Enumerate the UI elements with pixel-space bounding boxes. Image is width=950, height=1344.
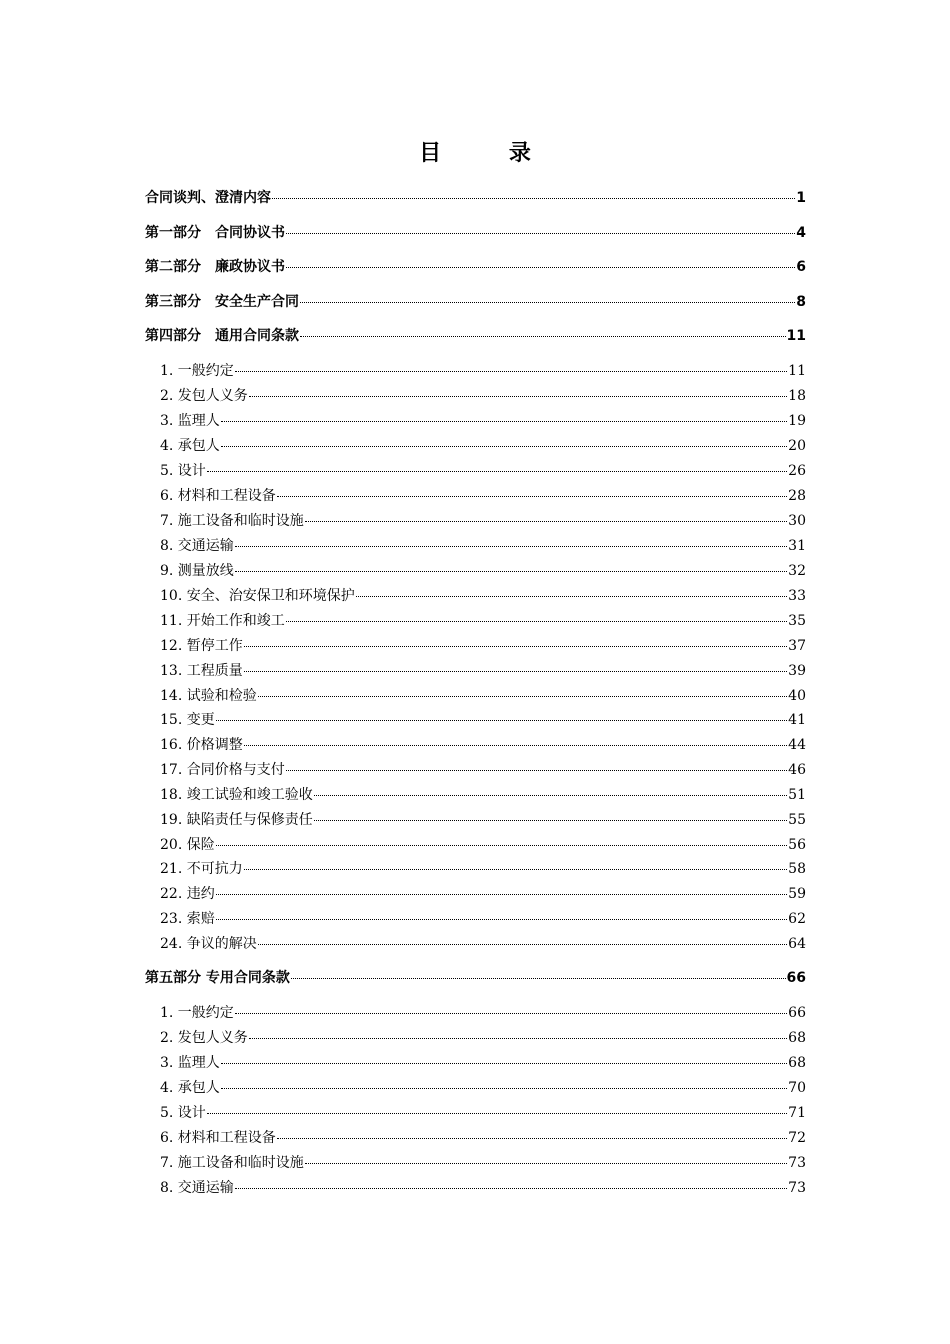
dot-leader bbox=[216, 719, 787, 721]
toc-section-entry[interactable] bbox=[160, 933, 806, 953]
dot-leader bbox=[314, 819, 787, 821]
toc-entry-label: 14. 试验和检验 bbox=[160, 688, 257, 704]
toc-entry-page-number: 55 bbox=[788, 812, 806, 828]
toc-entry-label: 7. 施工设备和临时设施 bbox=[160, 513, 304, 529]
toc-section-entry[interactable] bbox=[160, 1152, 806, 1172]
toc-part-entry[interactable] bbox=[145, 222, 806, 242]
toc-entry-page-number: 8 bbox=[796, 294, 806, 310]
dot-leader bbox=[235, 370, 787, 372]
dot-leader bbox=[286, 266, 795, 268]
toc-part-entry[interactable] bbox=[145, 187, 806, 207]
dot-leader bbox=[258, 943, 787, 945]
toc-entry-label: 1. 一般约定 bbox=[160, 363, 234, 379]
toc-section-entry[interactable] bbox=[160, 560, 806, 580]
toc-entry-label: 16. 价格调整 bbox=[160, 737, 243, 753]
toc-entry-page-number: 66 bbox=[786, 970, 806, 986]
dot-leader bbox=[235, 1012, 787, 1014]
toc-section-entry[interactable] bbox=[160, 1002, 806, 1022]
toc-section-entry[interactable] bbox=[160, 759, 806, 779]
toc-section-entry[interactable] bbox=[160, 1177, 806, 1197]
dot-leader bbox=[305, 520, 787, 522]
toc-entry-label: 23. 索赔 bbox=[160, 911, 215, 927]
toc-entry-label: 20. 保险 bbox=[160, 837, 215, 853]
toc-entry-label: 第五部分 专用合同条款 bbox=[145, 970, 290, 986]
toc-entry-label: 22. 违约 bbox=[160, 886, 215, 902]
toc-entry-label: 8. 交通运输 bbox=[160, 1180, 234, 1196]
dot-leader bbox=[286, 769, 787, 771]
toc-entry-label: 3. 监理人 bbox=[160, 413, 220, 429]
dot-leader bbox=[249, 395, 787, 397]
toc-entry-page-number: 64 bbox=[788, 936, 806, 952]
toc-entry-page-number: 44 bbox=[788, 737, 806, 753]
toc-entry-page-number: 73 bbox=[788, 1155, 806, 1171]
dot-leader bbox=[207, 1112, 787, 1114]
toc-part-entry[interactable] bbox=[145, 256, 806, 276]
toc-section-entry[interactable] bbox=[160, 1127, 806, 1147]
toc-entry-page-number: 72 bbox=[788, 1130, 806, 1146]
toc-entry-label: 13. 工程质量 bbox=[160, 663, 243, 679]
toc-entry-page-number: 33 bbox=[788, 588, 806, 604]
toc-entry-page-number: 31 bbox=[788, 538, 806, 554]
toc-entry-label: 12. 暂停工作 bbox=[160, 638, 243, 654]
toc-entry-label: 6. 材料和工程设备 bbox=[160, 1130, 276, 1146]
toc-section-entry[interactable] bbox=[160, 685, 806, 705]
toc-entry-page-number: 59 bbox=[788, 886, 806, 902]
dot-leader bbox=[221, 1087, 787, 1089]
toc-entry-page-number: 28 bbox=[788, 488, 806, 504]
toc-entry-label: 4. 承包人 bbox=[160, 1080, 220, 1096]
toc-entry-page-number: 32 bbox=[788, 563, 806, 579]
dot-leader bbox=[286, 620, 787, 622]
toc-entry-page-number: 37 bbox=[788, 638, 806, 654]
toc-entry-label: 第一部分 合同协议书 bbox=[145, 225, 285, 241]
toc-entry-page-number: 19 bbox=[788, 413, 806, 429]
toc-entry-label: 8. 交通运输 bbox=[160, 538, 234, 554]
dot-leader bbox=[249, 1037, 787, 1039]
toc-entry-label: 6. 材料和工程设备 bbox=[160, 488, 276, 504]
toc-section-entry[interactable] bbox=[160, 360, 806, 380]
dot-leader bbox=[277, 495, 787, 497]
toc-title: 目 录 bbox=[419, 141, 561, 166]
toc-entry-page-number: 51 bbox=[788, 787, 806, 803]
dot-leader bbox=[221, 420, 787, 422]
toc-section-entry[interactable] bbox=[160, 410, 806, 430]
toc-entry-page-number: 18 bbox=[788, 388, 806, 404]
dot-leader bbox=[235, 1187, 787, 1189]
toc-entry-page-number: 11 bbox=[786, 328, 806, 344]
toc-entry-label: 3. 监理人 bbox=[160, 1055, 220, 1071]
toc-entry-page-number: 68 bbox=[788, 1055, 806, 1071]
dot-leader bbox=[305, 1162, 787, 1164]
toc-section-entry[interactable] bbox=[160, 435, 806, 455]
toc-entry-label: 9. 测量放线 bbox=[160, 563, 234, 579]
toc-section-entry[interactable] bbox=[160, 610, 806, 630]
toc-entry-page-number: 71 bbox=[788, 1105, 806, 1121]
toc-entry-label: 2. 发包人义务 bbox=[160, 388, 248, 404]
toc-section-entry[interactable] bbox=[160, 635, 806, 655]
toc-entry-label: 第三部分 安全生产合同 bbox=[145, 294, 299, 310]
toc-entry-page-number: 35 bbox=[788, 613, 806, 629]
toc-section-entry[interactable] bbox=[160, 485, 806, 505]
dot-leader bbox=[258, 695, 787, 697]
toc-entry-label: 19. 缺陷责任与保修责任 bbox=[160, 812, 313, 828]
toc-entry-label: 21. 不可抗力 bbox=[160, 861, 243, 877]
toc-section-entry[interactable] bbox=[160, 834, 806, 854]
toc-section-entry[interactable] bbox=[160, 460, 806, 480]
toc-entry-page-number: 56 bbox=[788, 837, 806, 853]
toc-entry-label: 15. 变更 bbox=[160, 712, 215, 728]
toc-section-entry[interactable] bbox=[160, 660, 806, 680]
dot-leader bbox=[244, 670, 787, 672]
toc-entry-label: 第四部分 通用合同条款 bbox=[145, 328, 299, 344]
toc-entry-page-number: 26 bbox=[788, 463, 806, 479]
dot-leader bbox=[300, 301, 795, 303]
dot-leader bbox=[235, 570, 787, 572]
dot-leader bbox=[244, 868, 787, 870]
toc-entry-label: 5. 设计 bbox=[160, 463, 206, 479]
toc-entry-page-number: 68 bbox=[788, 1030, 806, 1046]
dot-leader bbox=[216, 893, 787, 895]
toc-entry-page-number: 66 bbox=[788, 1005, 806, 1021]
dot-leader bbox=[356, 595, 787, 597]
toc-entry-page-number: 41 bbox=[788, 712, 806, 728]
toc-entry-label: 合同谈判、澄清内容 bbox=[145, 190, 271, 206]
toc-section-entry[interactable] bbox=[160, 784, 806, 804]
toc-entry-label: 17. 合同价格与支付 bbox=[160, 762, 285, 778]
dot-leader bbox=[286, 232, 795, 234]
toc-entry-label: 5. 设计 bbox=[160, 1105, 206, 1121]
toc-section-entry[interactable] bbox=[160, 510, 806, 530]
dot-leader bbox=[272, 197, 795, 199]
toc-section-entry[interactable] bbox=[160, 1077, 806, 1097]
dot-leader bbox=[300, 335, 786, 337]
toc-section-entry[interactable] bbox=[160, 1027, 806, 1047]
toc-entry-label: 10. 安全、治安保卫和环境保护 bbox=[160, 588, 355, 604]
toc-section-entry[interactable] bbox=[160, 385, 806, 405]
toc-entry-label: 1. 一般约定 bbox=[160, 1005, 234, 1021]
dot-leader bbox=[207, 470, 787, 472]
toc-entry-label: 11. 开始工作和竣工 bbox=[160, 613, 285, 629]
toc-entry-page-number: 62 bbox=[788, 911, 806, 927]
toc-section-entry[interactable] bbox=[160, 883, 806, 903]
toc-entry-page-number: 6 bbox=[796, 259, 806, 275]
toc-entry-page-number: 58 bbox=[788, 861, 806, 877]
toc-entry-label: 2. 发包人义务 bbox=[160, 1030, 248, 1046]
toc-entry-page-number: 1 bbox=[796, 190, 806, 206]
toc-entry-page-number: 4 bbox=[796, 225, 806, 241]
dot-leader bbox=[291, 977, 786, 979]
dot-leader bbox=[216, 844, 787, 846]
dot-leader bbox=[244, 744, 787, 746]
toc-section-entry[interactable] bbox=[160, 1102, 806, 1122]
dot-leader bbox=[314, 794, 787, 796]
dot-leader bbox=[244, 645, 787, 647]
toc-section-entry[interactable] bbox=[160, 809, 806, 829]
toc-entry-page-number: 20 bbox=[788, 438, 806, 454]
toc-entry-label: 18. 竣工试验和竣工验收 bbox=[160, 787, 313, 803]
toc-entry-label: 第二部分 廉政协议书 bbox=[145, 259, 285, 275]
toc-entry-page-number: 46 bbox=[788, 762, 806, 778]
toc-entry-label: 24. 争议的解决 bbox=[160, 936, 257, 952]
dot-leader bbox=[235, 545, 787, 547]
toc-entry-page-number: 73 bbox=[788, 1180, 806, 1196]
toc-section-entry[interactable] bbox=[160, 535, 806, 555]
dot-leader bbox=[221, 1062, 787, 1064]
toc-entry-page-number: 39 bbox=[788, 663, 806, 679]
toc-section-entry[interactable] bbox=[160, 585, 806, 605]
toc-section-entry[interactable] bbox=[160, 858, 806, 878]
toc-part-entry[interactable] bbox=[145, 967, 806, 987]
toc-part-entry[interactable] bbox=[145, 291, 806, 311]
toc-entry-page-number: 70 bbox=[788, 1080, 806, 1096]
toc-section-entry[interactable] bbox=[160, 734, 806, 754]
toc-section-entry[interactable] bbox=[160, 1052, 806, 1072]
toc-entry-label: 7. 施工设备和临时设施 bbox=[160, 1155, 304, 1171]
toc-section-entry[interactable] bbox=[160, 908, 806, 928]
dot-leader bbox=[277, 1137, 787, 1139]
toc-entry-page-number: 30 bbox=[788, 513, 806, 529]
dot-leader bbox=[221, 445, 787, 447]
toc-entry-page-number: 11 bbox=[788, 363, 806, 379]
toc-entry-label: 4. 承包人 bbox=[160, 438, 220, 454]
toc-section-entry[interactable] bbox=[160, 709, 806, 729]
toc-part-entry[interactable] bbox=[145, 325, 806, 345]
toc-entry-page-number: 40 bbox=[788, 688, 806, 704]
dot-leader bbox=[216, 918, 787, 920]
